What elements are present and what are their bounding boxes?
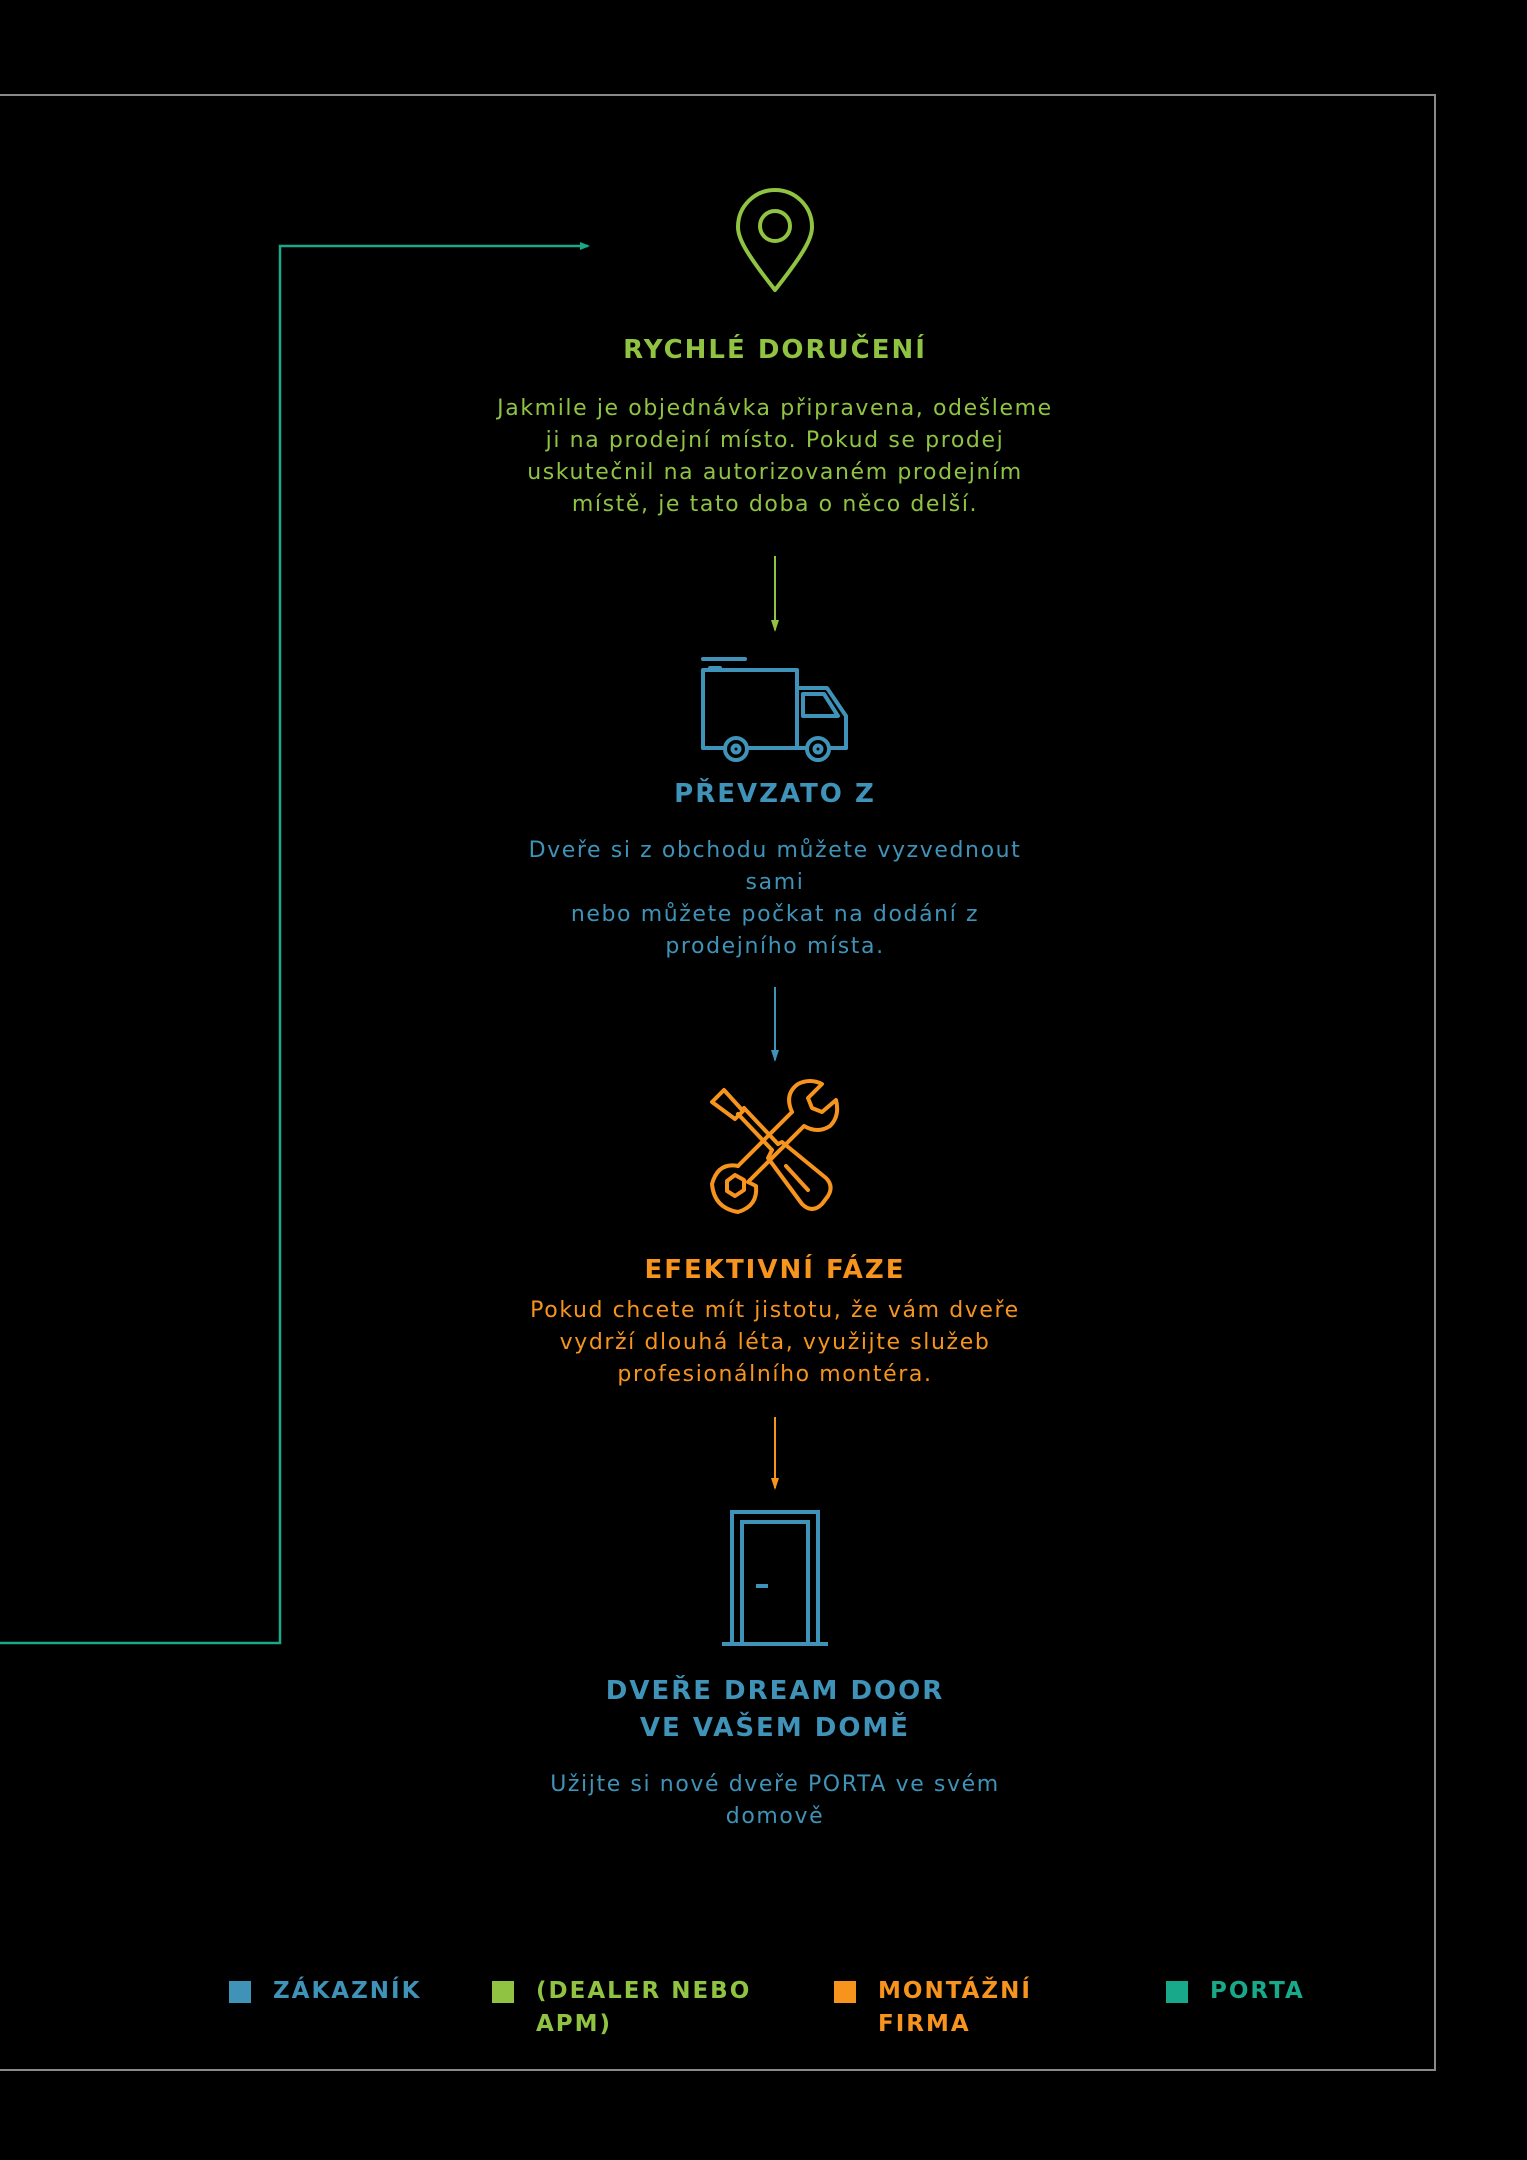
legend-item-dealer [492,1975,751,2041]
step-pickup [420,776,1130,963]
step-description: Užijte si nové dveře PORTA ve svém domově [550,1772,1000,1829]
step-description: Dveře si z obchodu můžete vyzvednout sami nebo můžete počkat na dodání z prodejního místa. [528,838,1022,959]
legend-label: MONTÁŽNÍ FIRMA [878,1978,1032,2037]
step-door-at-home [420,1673,1130,1833]
step-title: EFEKTIVNÍ FÁZE [644,1255,906,1285]
step-fast-delivery [420,332,1130,521]
step-title: RYCHLÉ DORUČENÍ [623,335,927,365]
wrench-screwdriver-icon [712,1081,837,1212]
legend-label: (DEALER NEBO APM) [536,1978,752,2037]
legend-swatch [492,1981,514,2003]
legend-item-porta [1166,1975,1305,2008]
delivery-truck-icon [703,659,846,760]
door-icon [722,1512,828,1644]
legend-label: PORTA [1210,1978,1305,2004]
legend-swatch [834,1981,856,2003]
step-title: DVEŘE DREAM DOOR VE VAŠEM DOMĚ [605,1676,945,1743]
step-installation [420,1252,1130,1391]
legend-item-installer [834,1975,1032,2041]
legend-swatch [229,1981,251,2003]
location-pin-icon [738,190,812,290]
legend-swatch [1166,1981,1188,2003]
legend-item-customer [229,1975,421,2008]
step-title: PŘEVZATO Z [674,779,876,809]
step-description: Jakmile je objednávka připravena, odešleme ji na prodejní místo. Pokud se prodej uskutečnil na autorizovaném prodejním místě, je tato doba o něco delší. [497,396,1053,517]
step-description: Pokud chcete mít jistotu, že vám dveře vydrží dlouhá léta, využijte služeb profesionálního montéra. [530,1298,1020,1387]
legend-label: ZÁKAZNÍK [273,1978,422,2004]
